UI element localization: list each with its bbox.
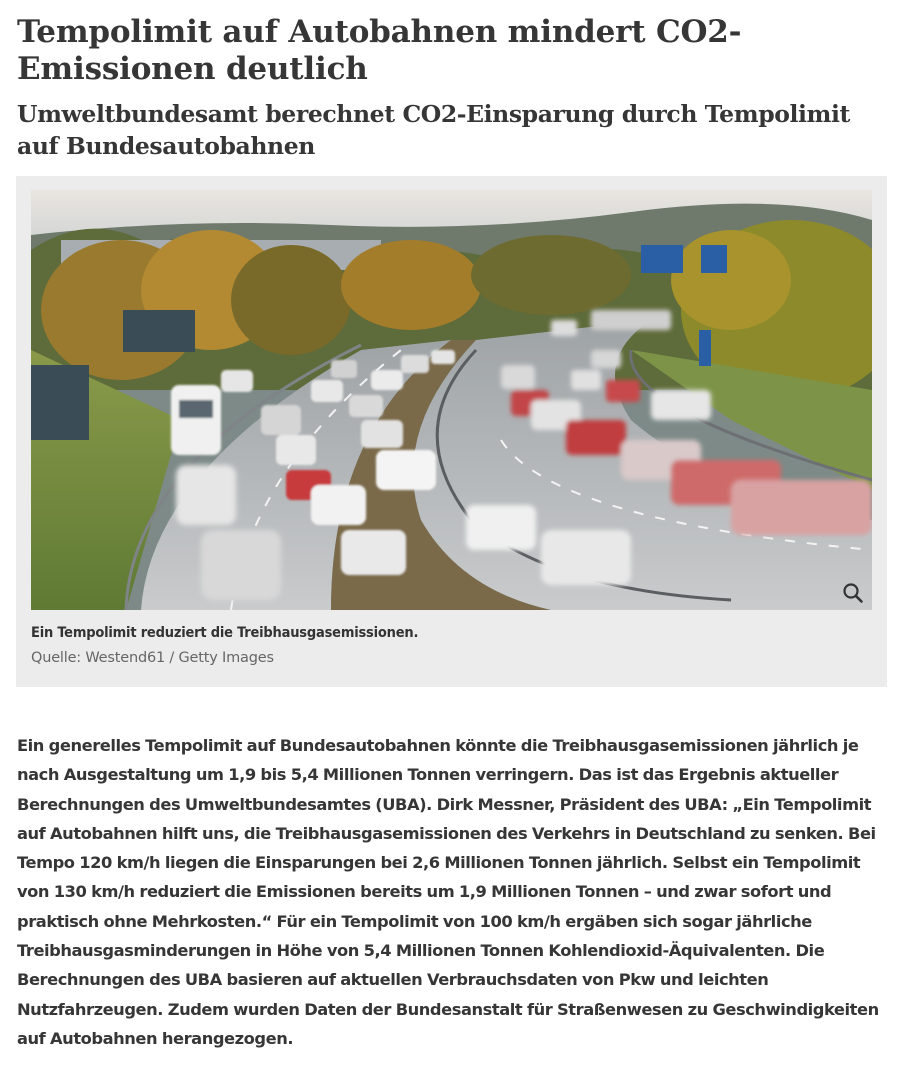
article-photo[interactable] [31,190,872,610]
figure-caption: Ein Tempolimit reduziert die Treibhausgasemissionen. [31,625,419,641]
article-subheadline: Umweltbundesamt berechnet CO2-Einsparung durch Tempolimit auf Bundesautobahnen [17,100,850,160]
article-body: Ein generelles Tempolimit auf Bundesautobahnen könnte die Treibhausgasemissionen jährlich je nach Ausgestaltung um 1,9 bis 5,4 Millionen Tonnen verringern. Das ist das Ergebnis aktueller Berechnungen des Umweltbundesamtes (UBA). Dirk Messner, Präsident des UBA: „Ein Tempolimit auf Autobahnen hilft uns, die Treibhausgasemissionen des Verkehrs in Deutschland zu senken. Bei Tempo 120 km/h liegen die Einsparungen bei 2,6 Millionen Tonnen jährlich. Selbst ein Tempolimit von 130 km/h reduziert die Emissionen bereits um 1,9 Millionen Tonnen – und zwar sofort und praktisch ohne Mehrkosten.“ Für ein Tempolimit von 100 km/h ergäben sich sogar jährliche Treibhausgasminderungen in Höhe von 5,4 Millionen Tonnen Kohlendioxid-Äquivalenten. Die Berechnungen des UBA basieren auf aktuellen Verbrauchsdaten von Pkw und leichten Nutzfahrzeugen. Zudem wurden Daten der Bundesanstalt für Straßenwesen zu Geschwindigkeiten auf Autobahnen herangezogen. [17,736,879,1048]
highway-traffic-illustration [31,190,872,610]
magnifier-icon[interactable] [842,582,864,604]
article-figure [16,176,887,687]
figure-credit: Quelle: Westend61 / Getty Images [31,650,274,666]
article-headline: Tempolimit auf Autobahnen mindert CO2-Emissionen deutlich [17,14,742,87]
